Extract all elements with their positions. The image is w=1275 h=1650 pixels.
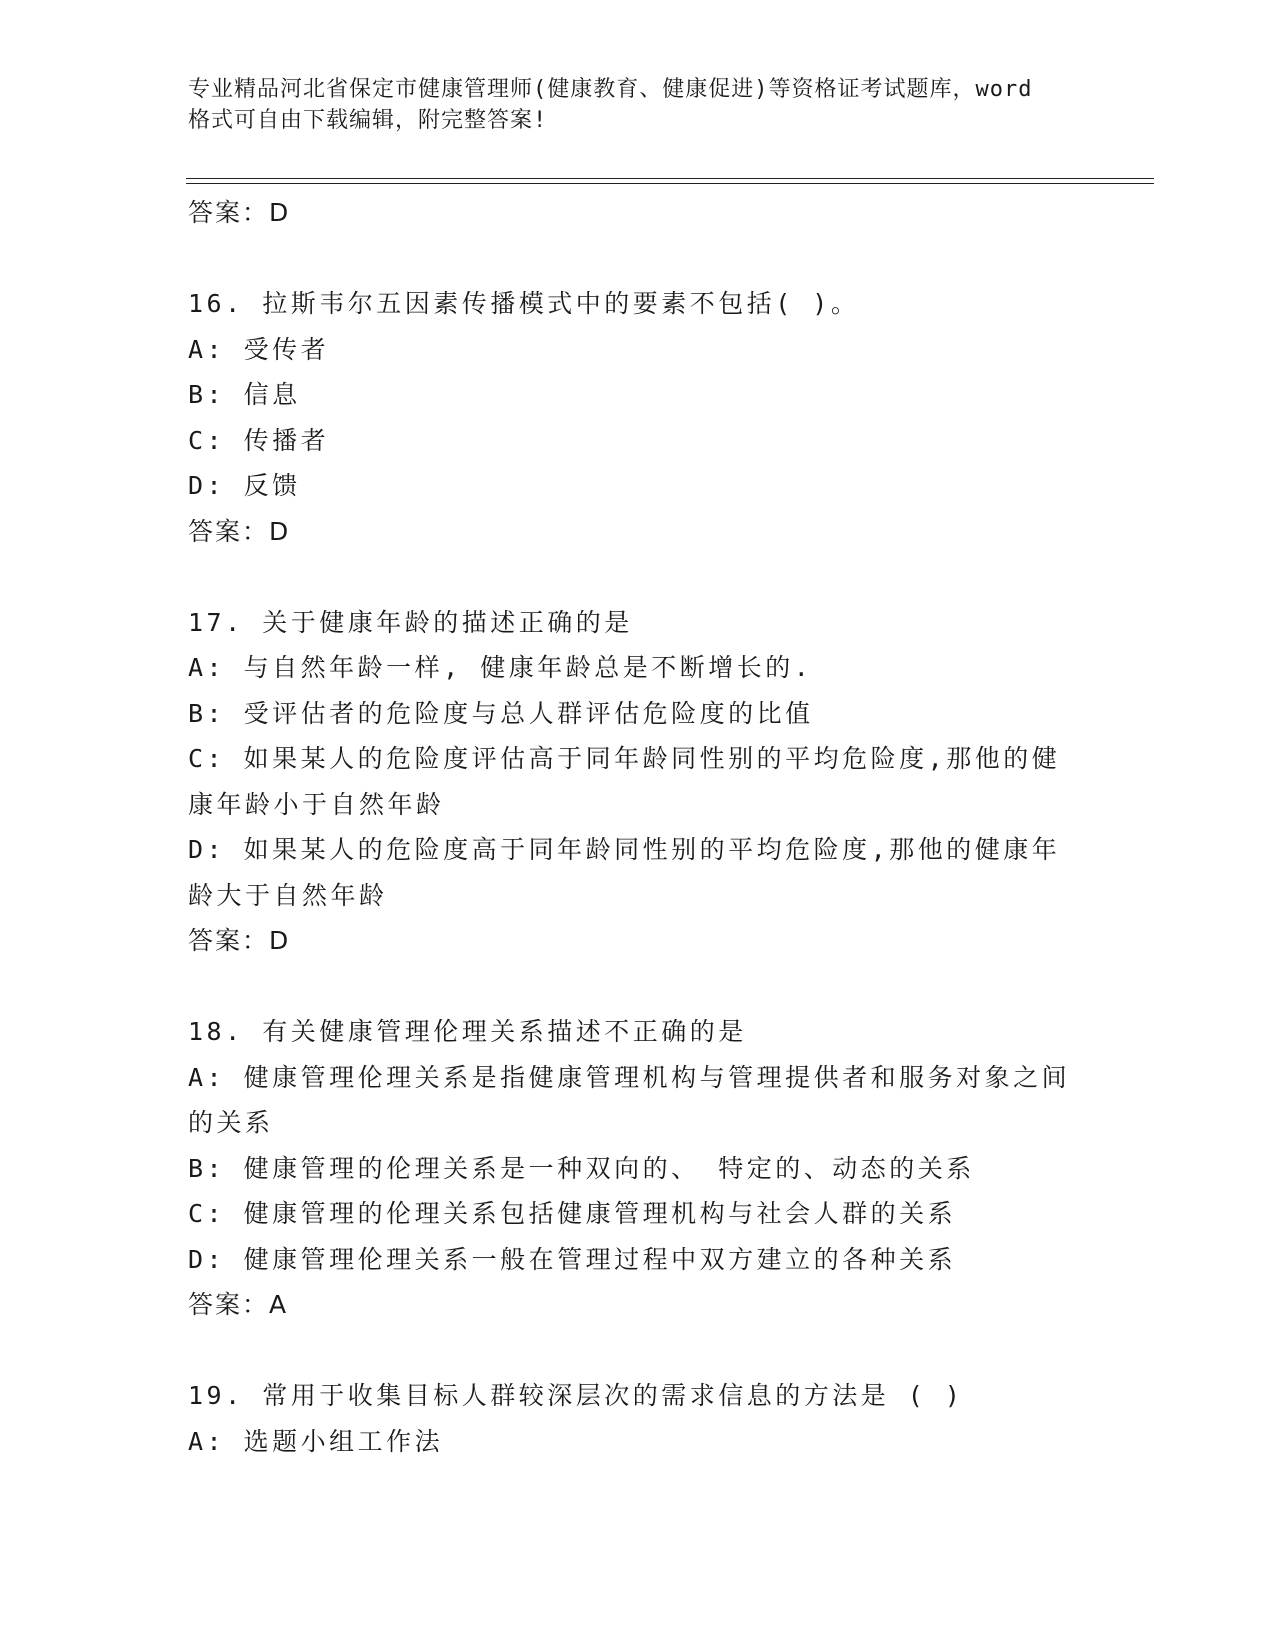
answer: 答案：A <box>188 1290 289 1319</box>
question-stem: 17. 关于健康年龄的描述正确的是 <box>188 607 633 637</box>
question-18 <box>188 1009 1088 1328</box>
option-c: C: 传播者 <box>188 425 330 455</box>
option-b: B: 受评估者的危险度与总人群评估危险度的比值 <box>188 698 814 728</box>
question-stem: 19. 常用于收集目标人群较深层次的需求信息的方法是 ( ) <box>188 1381 964 1410</box>
header-rule-bottom <box>186 183 1154 184</box>
option-a-continued: 的关系 <box>188 1108 274 1137</box>
option-a: A: 选题小组工作法 <box>188 1426 444 1456</box>
option-d: D: 反馈 <box>188 471 301 500</box>
option-c: C: 健康管理的伦理关系包括健康管理机构与社会人群的关系 <box>188 1199 957 1228</box>
option-c-continued: 康年龄小于自然年龄 <box>188 789 445 819</box>
option-c: C: 如果某人的危险度评估高于同年龄同性别的平均危险度,那他的健 <box>188 744 1061 773</box>
question-stem: 16. 拉斯韦尔五因素传播模式中的要素不包括( )。 <box>188 289 860 318</box>
spacer <box>188 554 1088 600</box>
option-b: B: 健康管理的伦理关系是一种双向的、 特定的、动态的关系 <box>188 1153 975 1183</box>
header-rule-top <box>186 178 1154 179</box>
document-header <box>188 74 1088 136</box>
option-d: D: 如果某人的危险度高于同年龄同性别的平均危险度,那他的健康年 <box>188 835 1061 864</box>
question-16 <box>188 281 1088 554</box>
previous-answer: 答案：D <box>188 198 291 227</box>
answer: 答案：D <box>188 926 291 955</box>
option-d: D: 健康管理伦理关系一般在管理过程中双方建立的各种关系 <box>188 1244 957 1274</box>
option-d-continued: 龄大于自然年龄 <box>188 880 388 910</box>
question-list <box>188 190 1088 1464</box>
option-b: B: 信息 <box>188 380 301 409</box>
question-stem: 18. 有关健康管理伦理关系描述不正确的是 <box>188 1017 747 1046</box>
option-a: A: 与自然年龄一样, 健康年龄总是不断增长的. <box>188 653 813 682</box>
option-a: A: 受传者 <box>188 334 330 364</box>
option-a: A: 健康管理伦理关系是指健康管理机构与管理提供者和服务对象之间 <box>188 1062 1071 1092</box>
header-line-2: 格式可自由下载编辑，附完整答案! <box>188 108 548 133</box>
question-19 <box>188 1373 1088 1464</box>
spacer <box>188 236 1088 282</box>
header-line-1: 专业精品河北省保定市健康管理师(健康教育、健康促进)等资格证考试题库，word <box>188 77 1033 102</box>
spacer <box>188 1328 1088 1374</box>
spacer <box>188 964 1088 1010</box>
question-17 <box>188 600 1088 964</box>
answer: 答案：D <box>188 516 291 546</box>
